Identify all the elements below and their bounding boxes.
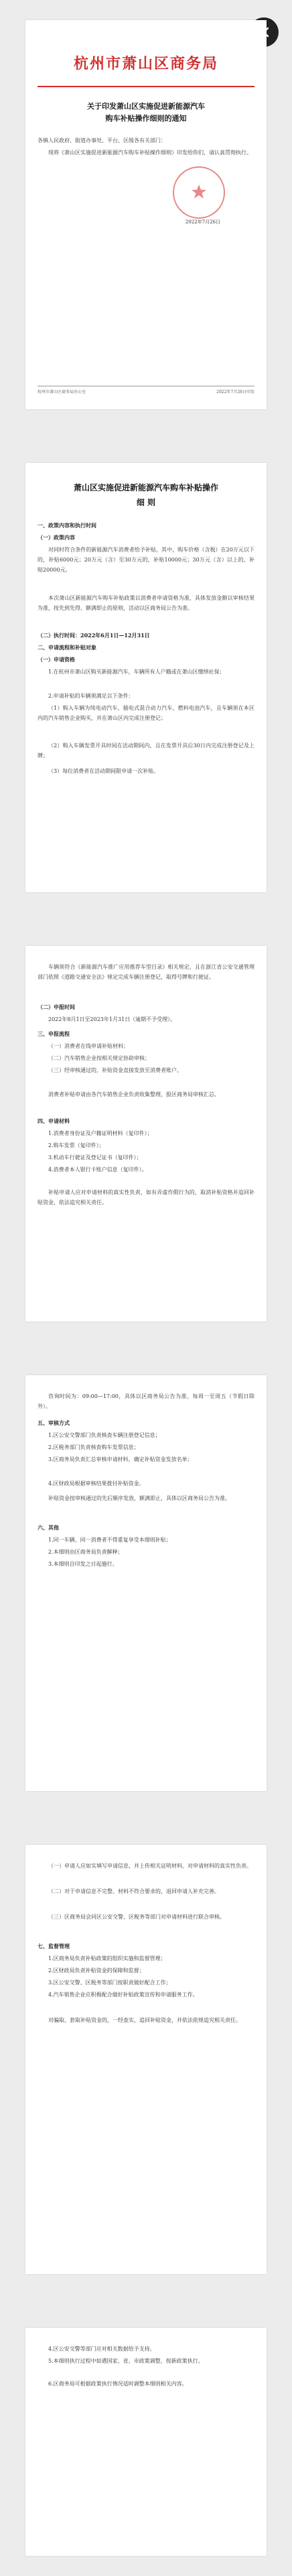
section-heading: 四、申请材料 [38,1118,70,1124]
subsection-heading: （二）申报时间 [38,1004,75,1010]
document-page-2 [25,463,267,892]
seal-date: 2022年7月26日 [185,219,221,225]
document-page-6 [25,2328,267,2556]
page-footer [38,386,254,394]
section-heading: 七、监督管理 [38,1943,70,1949]
paragraph: （2）购入车辆发票开具时间在活动期间内，且在发票开具后30日内完成注册登记及上牌； [38,743,254,759]
document-page-4 [25,1375,267,1791]
footer-issuer: 杭州市萧山区商务局办公室 [38,390,86,394]
footer-date: 2022年7月26日印发 [216,390,254,394]
paragraph: 1.在杭州市萧山区购买新能源汽车，车辆所有人户籍或在萧山区缴纳社保； [48,669,225,675]
official-seal [173,166,225,225]
section-heading: 一、政策内容和执行时间 [38,522,96,529]
paragraph: 4.区财政局根据审核结果拨付补贴资金。 [48,1481,145,1487]
section-heading: 六、其他 [38,1524,59,1531]
paragraph: 消费者补贴申请由各汽车销售企业负责收集整理，报区商务局审核汇总。 [48,1091,220,1097]
paragraph: 1.区公安交警部门负责核查车辆注册登记信息； [48,1432,161,1438]
paragraph: 对同时符合条件的新能源汽车消费者给予补贴，其中，购车价格（含税）在20万元以下的，补贴6000元；20万元（含）至30万元的，补贴10000元；30万元（含）以上的，补贴20000元。 [38,547,254,573]
section-heading: 三、申报流程 [38,1030,70,1037]
document-page-1 [25,20,267,409]
paragraph: 1.同一车辆、同一消费者不得重复享受本细则补贴； [48,1537,171,1543]
document-page-5 [25,1845,267,2274]
subsection-heading: （一）政策内容 [38,534,75,541]
notice-title-line-2: 购车补贴操作细则的通知 [105,114,187,123]
paragraph: 3.本细则自印发之日起施行。 [48,1561,118,1567]
paragraph: （一）消费者在线申请补贴材料； [48,1043,129,1049]
agency-header: 杭州市萧山区商务局 [73,55,218,72]
paragraph: 咨询时间为：09:00—17:00，具体以区商务局公告为准，每周一至周五（节假日除外）。 [38,1393,254,1409]
paragraph: 5.本细则执行过程中如遇国家、省、市政策调整，按新政策执行。 [48,2358,204,2364]
paragraph: 1.区商务局负责补贴政策的组织实施和监督管理； [48,1955,166,1962]
paragraph: 2.区税务部门负责核查购车发票信息； [48,1444,139,1450]
paragraph: 3.区公安交警、区税务等部门按职责做好配合工作； [48,1980,171,1986]
notice-title-line-1: 关于印发萧山区实施促进新能源汽车 [87,102,205,111]
paragraph: 3.区商务局负责汇总审核申请材料，确定补贴资金发放名单； [48,1456,193,1462]
notice-body: 现将《萧山区实施促进新能源汽车购车补贴操作细则》印发给你们，请认真贯彻执行。 [48,150,252,156]
paragraph: 6.区商务局可根据政策执行情况适时调整本细则相关内容。 [48,2381,188,2387]
paragraph: 车辆须符合《新能源汽车推广应用推荐车型目录》相关规定，且在浙江省公安交通管理部门依照《道路交通安全法》规定完成车辆注册登记，取得号牌和行驶证。 [38,964,254,980]
paragraph: （二）对于申请信息不完整、材料不符合要求的，退回申请人补充完善。 [48,1888,220,1894]
section-heading: 五、审核方式 [38,1419,70,1426]
paragraph: 补贴资金按审核通过的先后顺序发放，额满即止，具体以区商务局公告为准。 [48,1495,230,1501]
rules-title-line-1: 萧山区实施促进新能源汽车购车补贴操作 [73,483,218,492]
paragraph: （三）区商务局会同区公安交警、区税务等部门对申请材料进行联合审核。 [48,1914,225,1920]
paragraph: 4.区公安交警等部门应对相关数据给予支持。 [48,2346,155,2352]
paragraph: 4.消费者本人银行卡账户信息（复印件）。 [48,1167,147,1173]
paragraph: 2.本细则由区商务局负责解释； [48,1549,123,1555]
paragraph: 4.汽车销售企业应积极配合做好补贴政策宣传和申请服务工作。 [48,1992,198,1998]
red-divider [38,86,254,87]
seal-star-icon [191,184,207,200]
paragraph: 1.消费者身份证及户籍证明材料（复印件）； [48,1130,153,1136]
paragraph: （3）每位消费者在活动期间限申请一次补贴。 [48,768,159,774]
subsection-heading: （一）申请资格 [38,656,75,663]
paragraph: 3.机动车行驶证及登记证书（复印件）； [48,1155,142,1161]
recipients: 各镇人民政府、街道办事处、平台、区级各有关部门： [38,138,166,144]
paragraph: 2.申请补贴的车辆须满足以下条件： [48,693,134,699]
paragraph: 2.购车发票（复印件）； [48,1142,104,1148]
paragraph: （一）申请人应如实填写申请信息，并上传相关证明材料，对申请材料的真实性负责。 [48,1863,252,1869]
rules-title-line-2: 细 则 [136,498,156,507]
notice-title [25,101,267,125]
paragraph: 补贴申请人应对申请材料的真实性负责，如有弄虚作假行为的，取消补贴资格并追回补贴资金，依法追究相关责任。 [38,1189,254,1205]
paragraph: 2.区财政局负责补贴资金的保障和监督； [48,1968,145,1974]
document-page-3 [25,946,267,1322]
rules-title [25,480,267,510]
paragraph: （三）经审核通过的，补贴资金直接发放至消费者账户。 [48,1067,182,1073]
paragraph: 对骗取、套取补贴资金的，一经查实，追回补贴资金，并依法依规追究相关责任。 [48,2017,241,2023]
section-heading: 二、申请流程和补贴对象 [38,644,96,651]
paragraph: 2022年8月1日至2023年1月31日（逾期不予受理）。 [48,1016,176,1022]
paragraph: （二）汽车销售企业按相关规定协助审核； [48,1055,150,1061]
paragraph: 本次萧山区新能源汽车购车补贴政策以消费者申请资格为准，具体发放金额以审核结果为准，按先到先得、额满即止的原则，活动以区商务局公告为准。 [38,595,254,611]
paragraph: （1）购入车辆为纯电动汽车、插电式混合动力汽车、燃料电池汽车，且车辆须在本区内的汽车销售企业购买，并在萧山区内完成注册登记； [38,705,254,721]
subsection-heading: （二）执行时间：2022年6月1日—12月31日 [38,632,150,639]
